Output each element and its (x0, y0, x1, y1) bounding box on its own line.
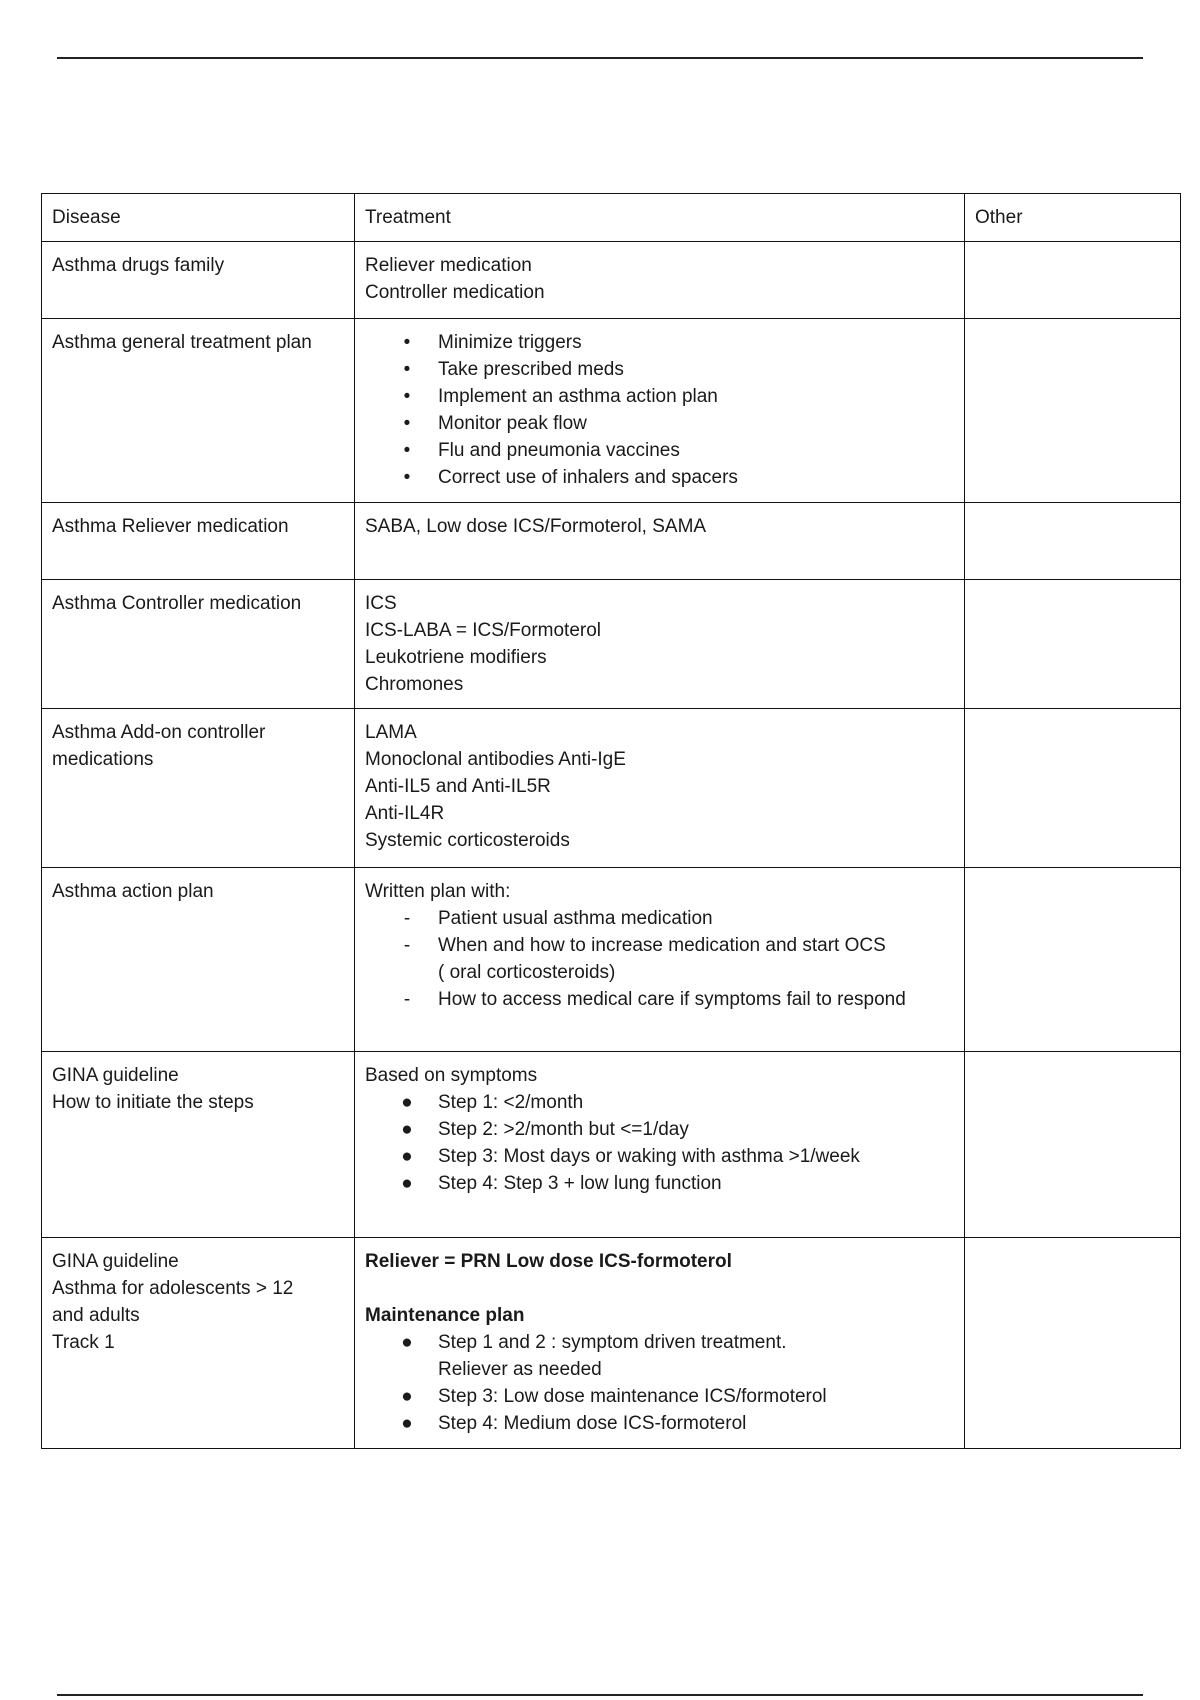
treatment-table (41, 193, 1181, 1449)
header-rule (57, 57, 1143, 59)
dash-marker: - (403, 989, 411, 1010)
treatment-line: Anti-IL5 and Anti-IL5R (365, 776, 551, 797)
disease-cell (42, 1052, 355, 1238)
header-disease: Disease (52, 207, 121, 228)
header-cell-treatment (355, 194, 965, 242)
treatment-line: Leukotriene modifiers (365, 647, 547, 668)
disease-cell (42, 709, 355, 868)
disease-cell (42, 319, 355, 503)
dash-marker: - (403, 935, 411, 956)
list-item: ● Step 3: Most days or waking with asthma >1/week (365, 1143, 954, 1170)
bullet-marker: • (403, 332, 411, 353)
list-item: - How to access medical care if symptoms fail to respond (365, 986, 954, 1013)
maintenance-heading: Maintenance plan (365, 1305, 525, 1326)
list-item: • Take prescribed meds (365, 356, 954, 383)
disease-cell (42, 580, 355, 709)
other-cell (965, 1238, 1181, 1449)
bullet-marker: • (403, 440, 411, 461)
table-row (42, 503, 1181, 580)
bullet-marker: ● (401, 1413, 413, 1434)
treatment-line: ICS (365, 593, 397, 614)
treatment-line: Controller medication (365, 282, 545, 303)
treatment-line: Systemic corticosteroids (365, 830, 570, 851)
list-item: • Implement an asthma action plan (365, 383, 954, 410)
header-cell-disease (42, 194, 355, 242)
table-header-row (42, 194, 1181, 242)
disease-line: How to initiate the steps (52, 1092, 254, 1113)
bullet-marker: • (403, 413, 411, 434)
disease-line: Asthma Controller medication (52, 593, 302, 614)
table-row (42, 580, 1181, 709)
treatment-intro: Written plan with: (365, 881, 511, 902)
bullet-marker: • (403, 386, 411, 407)
treatment-intro: Based on symptoms (365, 1065, 538, 1086)
other-cell (965, 319, 1181, 503)
treatment-line: Anti-IL4R (365, 803, 445, 824)
other-cell (965, 1052, 1181, 1238)
dash-marker: - (403, 908, 411, 929)
disease-line: Track 1 (52, 1332, 115, 1353)
treatment-line: Chromones (365, 674, 464, 695)
disease-cell (42, 868, 355, 1052)
bullet-marker: • (403, 359, 411, 380)
bullet-marker: ● (401, 1386, 413, 1407)
table-row (42, 709, 1181, 868)
bullet-marker: ● (401, 1119, 413, 1140)
disease-cell (42, 503, 355, 580)
treatment-cell (355, 503, 965, 580)
disease-line: Asthma Add-on controller (52, 722, 266, 743)
other-cell (965, 242, 1181, 319)
header-other: Other (975, 207, 1023, 228)
treatment-list (365, 1329, 954, 1437)
treatment-cell (355, 868, 965, 1052)
table-row (42, 1052, 1181, 1238)
reliever-heading: Reliever = PRN Low dose ICS-formoterol (365, 1251, 732, 1272)
footer-rule (57, 1694, 1143, 1696)
treatment-line: ICS-LABA = ICS/Formoterol (365, 620, 601, 641)
disease-line: Asthma for adolescents > 12 (52, 1278, 294, 1299)
bullet-marker: ● (401, 1173, 413, 1194)
list-item: • Correct use of inhalers and spacers (365, 464, 954, 491)
disease-line: Asthma general treatment plan (52, 332, 312, 353)
treatment-list (365, 329, 954, 491)
treatment-cell (355, 709, 965, 868)
table-row (42, 242, 1181, 319)
disease-line: GINA guideline (52, 1251, 179, 1272)
table-row (42, 1238, 1181, 1449)
disease-line: GINA guideline (52, 1065, 179, 1086)
bullet-marker: ● (401, 1146, 413, 1167)
disease-line: medications (52, 749, 154, 770)
disease-line: and adults (52, 1305, 140, 1326)
treatment-line: Reliever medication (365, 255, 532, 276)
list-item: • Flu and pneumonia vaccines (365, 437, 954, 464)
treatment-cell (355, 580, 965, 709)
treatment-list (365, 1089, 954, 1197)
other-cell (965, 580, 1181, 709)
other-cell (965, 709, 1181, 868)
treatment-list (365, 905, 954, 1013)
other-cell (965, 503, 1181, 580)
treatment-line: Monoclonal antibodies Anti-IgE (365, 749, 626, 770)
bullet-marker: ● (401, 1332, 413, 1353)
table-row (42, 868, 1181, 1052)
disease-cell (42, 242, 355, 319)
treatment-line: SABA, Low dose ICS/Formoterol, SAMA (365, 516, 707, 537)
list-item: ● Step 1: <2/month (365, 1089, 954, 1116)
bullet-marker: ● (401, 1092, 413, 1113)
list-item: ● Step 4: Step 3 + low lung function (365, 1170, 954, 1197)
list-item: ● Step 1 and 2 : symptom driven treatment. Reliever as needed (365, 1329, 954, 1383)
disease-line: Asthma drugs family (52, 255, 225, 276)
bullet-marker: • (403, 467, 411, 488)
list-item: • Minimize triggers (365, 329, 954, 356)
disease-cell (42, 1238, 355, 1449)
table-row (42, 319, 1181, 503)
list-item: ● Step 4: Medium dose ICS-formoterol (365, 1410, 954, 1437)
list-item: • Monitor peak flow (365, 410, 954, 437)
treatment-cell (355, 1238, 965, 1449)
disease-line: Asthma Reliever medication (52, 516, 289, 537)
treatment-cell (355, 1052, 965, 1238)
list-item: ● Step 2: >2/month but <=1/day (365, 1116, 954, 1143)
treatment-cell (355, 242, 965, 319)
treatment-line: LAMA (365, 722, 417, 743)
header-treatment: Treatment (365, 207, 451, 228)
list-item: ● Step 3: Low dose maintenance ICS/formoterol (365, 1383, 954, 1410)
disease-line: Asthma action plan (52, 881, 214, 902)
treatment-cell (355, 319, 965, 503)
other-cell (965, 868, 1181, 1052)
list-item: - When and how to increase medication and start OCS ( oral corticosteroids) (365, 932, 954, 986)
spacer (365, 1275, 954, 1302)
header-cell-other (965, 194, 1181, 242)
list-item: - Patient usual asthma medication (365, 905, 954, 932)
